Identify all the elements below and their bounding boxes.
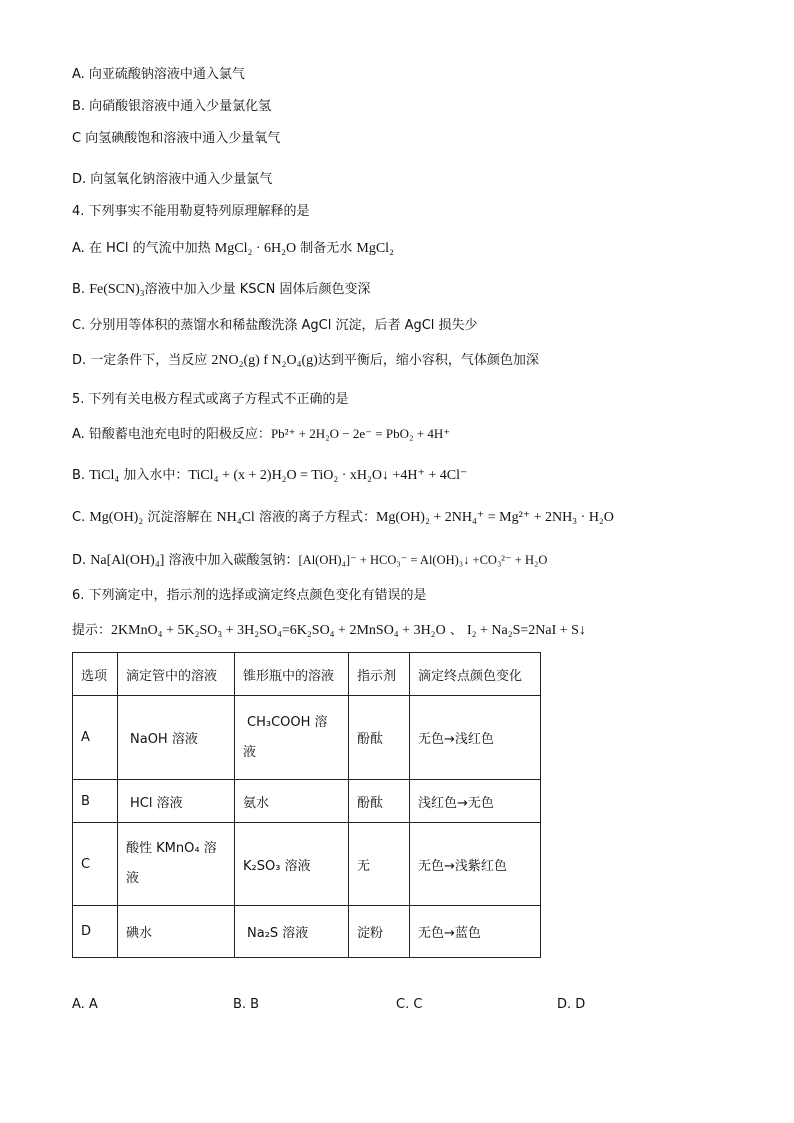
q5-option-b-formula: TiCl₄ [89, 468, 120, 483]
row-d-color-change: 无色→蓝色 [410, 906, 541, 958]
header-option: 选项 [73, 653, 118, 696]
q4-option-b [72, 281, 370, 299]
q6-answer-b: B. B [233, 997, 260, 1012]
q5-option-b-equation: TiCl₄ + (x + 2)H₂O = TiO₂ · xH₂O↓ +4H⁺ + 4Cl⁻ [188, 468, 468, 483]
q5-option-d-formula: Na[Al(OH)₄] [90, 553, 165, 568]
row-b-option: B [73, 780, 118, 823]
q4-option-a-formula2: MgCl₂ [356, 241, 394, 256]
q5-option-c-text2: 溶液的离子方程式： [254, 510, 376, 525]
q3-option-c: C 向氢碘酸饱和溶液中通入少量氧气 [72, 131, 281, 146]
row-b-color-change: 浅红色→无色 [410, 780, 541, 823]
q5-option-c-equation: Mg(OH)₂ + 2NH₄⁺ = Mg²⁺ + 2NH₃ · H₂O [375, 510, 614, 525]
row-c-burette [118, 823, 235, 906]
q5-option-b-text: 加入水中： [119, 468, 189, 483]
table-row [73, 696, 541, 780]
q5-option-d [72, 551, 547, 570]
row-a-color-change: 无色→浅红色 [410, 696, 541, 780]
row-a-indicator: 酚酞 [349, 696, 410, 780]
q3-option-a: A. 向亚硫酸钠溶液中通入氯气 [72, 67, 245, 82]
q5-option-a-text: A. 铅酸蓄电池充电时的阳极反应： [72, 427, 271, 442]
q5-option-a [72, 425, 450, 444]
q4-stem: 4. 下列事实不能用勒夏特列原理解释的是 [72, 204, 310, 219]
row-a-flask-line1: CH₃COOH 溶 [247, 714, 328, 730]
q5-option-c [72, 509, 614, 527]
q4-option-b-prefix: B. [72, 282, 90, 297]
q5-option-d-text: 溶液中加入碳酸氢钠： [164, 553, 299, 568]
row-b-flask: 氨水 [235, 780, 349, 823]
row-d-flask: Na₂S 溶液 [235, 906, 349, 958]
q5-option-a-formula: Pb²⁺ + 2H₂O − 2e⁻ = PbO₂ + 4H⁺ [270, 426, 451, 441]
q5-option-b [72, 467, 467, 485]
q4-option-b-text: 溶液中加入少量 KSCN 固体后颜色变深 [144, 282, 371, 297]
header-color-change: 滴定终点颜色变化 [410, 653, 541, 696]
q5-option-b-prefix: B. [72, 468, 90, 483]
q6-hint-label: 提示： [72, 623, 112, 638]
q5-option-c-text: 沉淀溶解在 [143, 510, 217, 525]
q6-answer-a: A. A [72, 997, 98, 1012]
q6-answer-d: D. D [557, 997, 586, 1012]
q4-option-a-formula: MgCl₂ · 6H₂O [214, 241, 297, 256]
q4-option-d-text2: 达到平衡后，缩小容积，气体颜色加深 [317, 353, 539, 368]
q6-stem: 6. 下列滴定中，指示剂的选择或滴定终点颜色变化有错误的是 [72, 588, 427, 603]
q4-option-a-text2: 制备无水 [296, 241, 357, 256]
q3-option-b: B. 向硝酸银溶液中通入少量氯化氢 [72, 99, 272, 114]
row-c-burette-line1: 酸性 KMnO₄ 溶 [126, 841, 217, 856]
q6-hint-separator: 、 [445, 623, 467, 638]
q5-option-c-formula: Mg(OH)₂ [89, 510, 144, 525]
q6-answer-c: C. C [396, 997, 423, 1012]
row-a-flask [235, 696, 349, 780]
q4-option-c: C. 分别用等体积的蒸馏水和稀盐酸洗涤 AgCl 沉淀，后者 AgCl 损失少 [72, 318, 478, 333]
q4-option-a-text: A. 在 HCl 的气流中加热 [72, 241, 215, 256]
row-a-flask-line2: 液 [243, 744, 257, 760]
q5-option-d-prefix: D. [72, 553, 91, 568]
q5-option-c-prefix: C. [72, 510, 90, 525]
row-b-burette: HCl 溶液 [118, 780, 235, 823]
q6-hint [72, 622, 586, 640]
table-row [73, 780, 541, 823]
q4-option-b-formula: Fe(SCN)₃ [89, 282, 145, 297]
q6-hint-equation-1: 2KMnO₄ + 5K₂SO₃ + 3H₂SO₄=6K₂SO₄ + 2MnSO₄ + 3H₂O [111, 623, 446, 638]
row-b-indicator: 酚酞 [349, 780, 410, 823]
q4-option-d-text: D. 一定条件下，当反应 [72, 353, 212, 368]
q5-option-d-equation: [Al(OH)₄]⁻ + HCO₃⁻ = Al(OH)₃↓ +CO₃²⁻ + H₂O [298, 553, 548, 567]
q4-option-d-formula: 2NO₂(g) f N₂O₄(g) [211, 353, 318, 368]
row-c-option: C [73, 823, 118, 906]
row-a-burette: NaOH 溶液 [118, 696, 235, 780]
row-d-burette: 碘水 [118, 906, 235, 958]
table-row [73, 823, 541, 906]
row-c-indicator: 无 [349, 823, 410, 906]
table-row [73, 906, 541, 958]
table-header-row [73, 653, 541, 696]
row-a-option: A [73, 696, 118, 780]
row-c-burette-line2: 液 [126, 871, 140, 886]
header-indicator: 指示剂 [349, 653, 410, 696]
q4-option-d [72, 352, 539, 370]
row-c-flask: K₂SO₃ 溶液 [235, 823, 349, 906]
row-c-color-change: 无色→浅紫红色 [410, 823, 541, 906]
q6-titration-table [72, 652, 541, 958]
q5-stem: 5. 下列有关电极方程式或离子方程式不正确的是 [72, 392, 349, 407]
header-flask: 锥形瓶中的溶液 [235, 653, 349, 696]
q3-option-d: D. 向氢氧化钠溶液中通入少量氯气 [72, 172, 273, 187]
header-burette: 滴定管中的溶液 [118, 653, 235, 696]
row-d-option: D [73, 906, 118, 958]
q5-option-c-formula2: NH₄Cl [216, 510, 255, 525]
row-d-indicator: 淀粉 [349, 906, 410, 958]
q6-hint-equation-2: I₂ + Na₂S=2NaI + S↓ [466, 623, 586, 638]
q4-option-a [72, 240, 394, 258]
